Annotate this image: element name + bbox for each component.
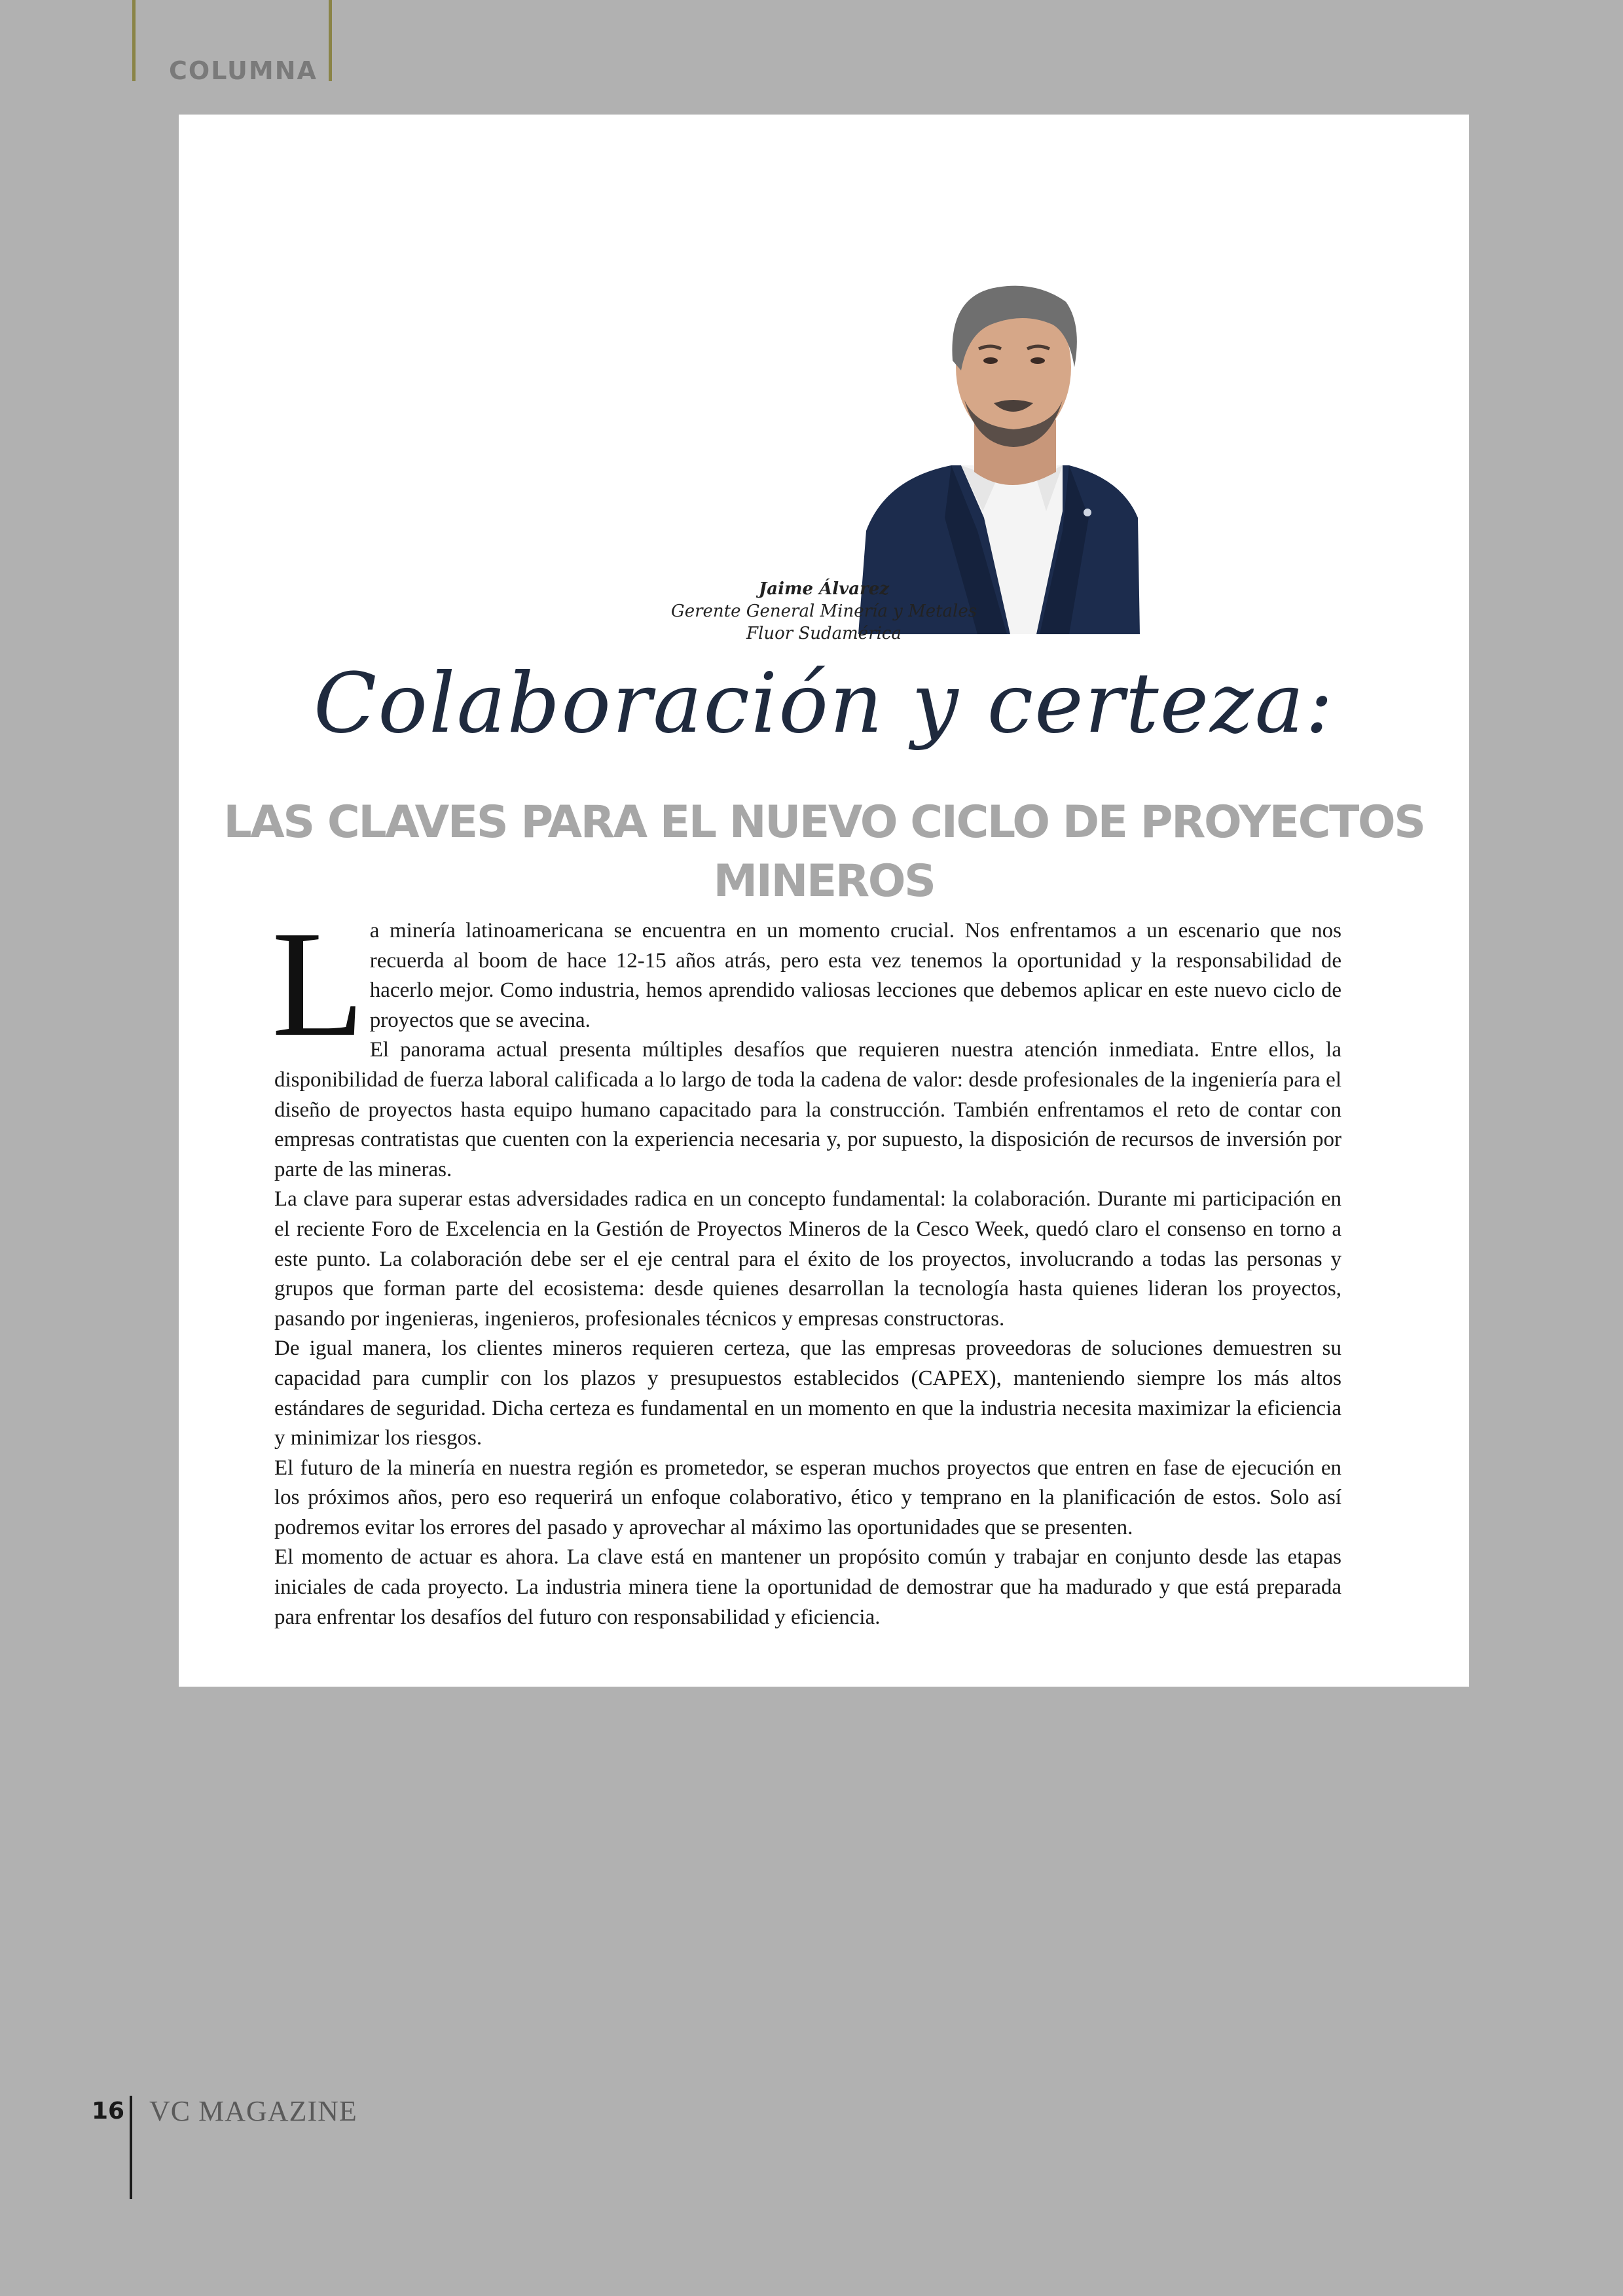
drop-cap: L <box>272 900 365 1068</box>
paragraph-1-text: a minería latinoamericana se encuentra en un momento crucial. Nos enfrentamos a un escenario que nos recuerda al boom de hace 12-15 años atrás, pero esta vez tenemos la oportunidad y la responsabilidad de hacerlo mejor. Como industria, hemos aprendido valiosas lecciones que debemos aplicar en este nuevo ciclo de proyectos que se avecina. <box>369 919 1341 1032</box>
author-role: Gerente General Minería y Metales <box>670 601 977 621</box>
section-label: COLUMNA <box>169 56 318 85</box>
author-portrait <box>670 204 1140 634</box>
footer-divider <box>130 2096 132 2199</box>
paragraph-1 <box>272 900 1341 1068</box>
page-number: 16 <box>92 2098 125 2125</box>
article-panel <box>179 115 1469 1687</box>
script-title: Colaboración y certeza: <box>313 655 1335 751</box>
article-body <box>272 900 1341 1632</box>
paragraph-3: La clave para superar estas adversidades radica en un concepto fundamental: la colaboración. Durante mi participación en el reciente Foro de Excelencia en la Gestión de Proyectos Mineros de la Cesco Week, quedó claro el consenso en torno a este punto. La colaboración debe ser el eje central para el éxito de los proyectos, involucrando a todas las personas y grupos que forman parte del ecosistema: desde quienes desarrollan la tecnología hasta quienes lideran los proyectos, pasando por ingenieras, ingenieros, profesionales técnicos y empresas constructoras. <box>274 1187 1341 1331</box>
author-company: Fluor Sudamérica <box>746 624 902 643</box>
paragraph-6: El momento de actuar es ahora. La clave está en mantener un propósito común y trabajar en conjunto desde las etapas iniciales de cada proyecto. La industria minera tiene la oportunidad de demostrar que ha madurado y que está preparada para enfrentar los desafíos del futuro con responsabilidad y eficiencia. <box>274 1545 1341 1629</box>
article-subtitle: LAS CLAVES PARA EL NUEVO CICLO DE PROYECTOS MINEROS <box>223 797 1425 907</box>
paragraph-4: De igual manera, los clientes mineros requieren certeza, que las empresas proveedoras de soluciones demuestren su capacidad para cumplir con los plazos y presupuestos establecidos (CAPEX), manteniendo siempre los más altos estándares de seguridad. Dicha certeza es fundamental en un momento en que la industria necesita maximizar la eficiencia y minimizar los riesgos. <box>274 1336 1341 1450</box>
paragraph-5: El futuro de la minería en nuestra región es prometedor, se esperan muchos proyectos que entren en fase de ejecución en los próximos años, pero eso requerirá un enfoque colaborativo, ético y temprano en la planificación de estos. Solo así podremos evitar los errores del pasado y aprovechar al máximo las oportunidades que se presenten. <box>274 1456 1341 1539</box>
paragraph-2: El panorama actual presenta múltiples desafíos que requieren nuestra atención inmediata. Entre ellos, la disponibilidad de fuerza laboral calificada a lo largo de toda la cadena de valor: desde profesionales de la ingeniería para el diseño de proyectos hasta equipo humano capacitado para la construcción. También enfrentamos el reto de contar con empresas contratistas que cuenten con la experiencia necesaria y, por supuesto, la disposición de recursos de inversión por parte de las mineras. <box>274 1038 1341 1181</box>
header-accent-line-left <box>132 0 136 81</box>
header-accent-line-right <box>329 0 332 81</box>
author-name: Jaime Álvarez <box>758 579 890 599</box>
magazine-name: VC MAGAZINE <box>149 2095 357 2127</box>
